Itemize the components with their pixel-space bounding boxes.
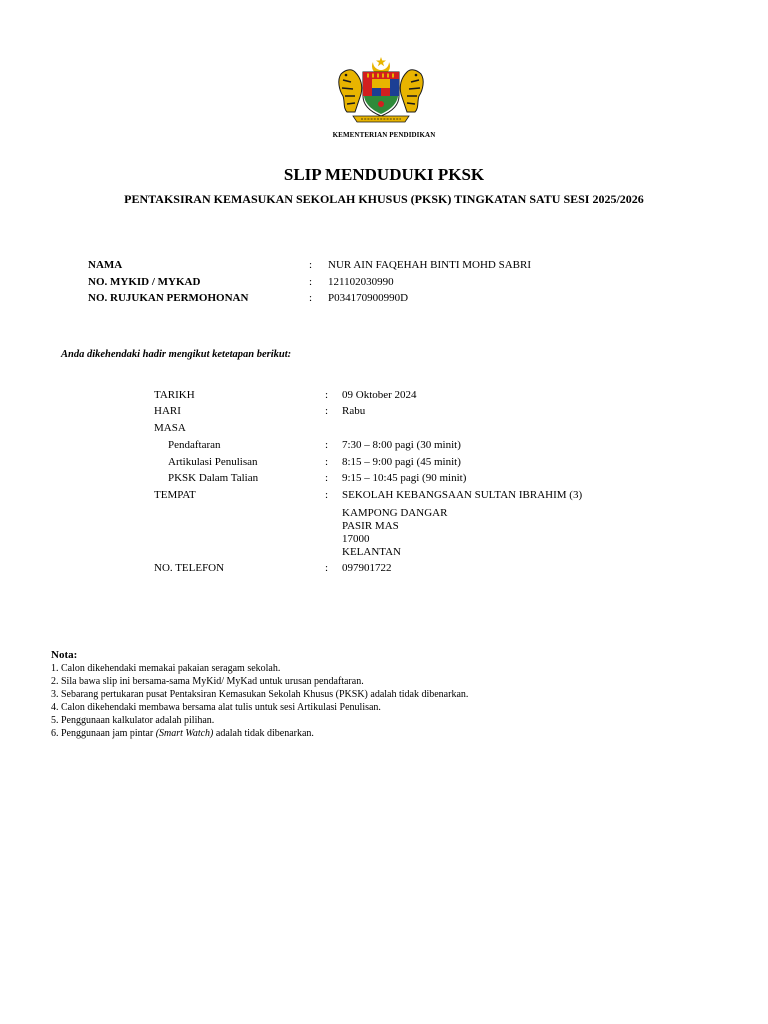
notes-section bbox=[51, 649, 468, 740]
address-line: KAMPONG DANGAR bbox=[342, 507, 448, 519]
note-item bbox=[51, 727, 468, 740]
page-subtitle: PENTAKSIRAN KEMASUKAN SEKOLAH KHUSUS (PKSK) TINGKATAN SATU SESI 2025/2026 bbox=[124, 192, 644, 206]
separator: : bbox=[309, 276, 313, 288]
malaysia-coat-of-arms-icon bbox=[333, 56, 429, 128]
detail-label: Pendaftaran bbox=[168, 439, 221, 451]
detail-value: SEKOLAH KEBANGSAAN SULTAN IBRAHIM (3) bbox=[342, 489, 583, 501]
separator: : bbox=[309, 292, 313, 304]
detail-value: 8:15 – 9:00 pagi (45 minit) bbox=[342, 456, 461, 468]
candidate-row-mykid bbox=[0, 276, 768, 292]
detail-label: Artikulasi Penulisan bbox=[168, 456, 258, 468]
separator: : bbox=[325, 472, 329, 484]
instruction-text: Anda dikehendaki hadir mengikut ketetapan berikut: bbox=[61, 349, 292, 360]
detail-value: 09 Oktober 2024 bbox=[342, 389, 417, 401]
separator: : bbox=[325, 456, 329, 468]
note-item: 1. Calon dikehendaki memakai pakaian seragam sekolah. bbox=[51, 663, 281, 674]
separator: : bbox=[325, 389, 329, 401]
address-line: 17000 bbox=[342, 533, 370, 545]
note-italic-text: (Smart Watch) bbox=[155, 728, 214, 739]
detail-label: TARIKH bbox=[154, 389, 195, 401]
address-line: KELANTAN bbox=[342, 546, 401, 558]
venue-address bbox=[342, 507, 447, 559]
candidate-row-nama bbox=[0, 259, 768, 275]
candidate-value: NUR AIN FAQEHAH BINTI MOHD SABRI bbox=[328, 259, 531, 271]
separator: : bbox=[325, 439, 329, 451]
detail-value: 9:15 – 10:45 pagi (90 minit) bbox=[342, 472, 467, 484]
detail-label: HARI bbox=[154, 405, 181, 417]
separator: : bbox=[325, 405, 329, 417]
detail-value: 7:30 – 8:00 pagi (30 minit) bbox=[342, 439, 461, 451]
candidate-label: NO. RUJUKAN PERMOHONAN bbox=[88, 292, 249, 304]
note-item: 2. Sila bawa slip ini bersama-sama MyKid/ MyKad untuk urusan pendaftaran. bbox=[51, 676, 364, 687]
notes-heading: Nota: bbox=[51, 649, 78, 661]
page-title: SLIP MENDUDUKI PKSK bbox=[283, 165, 485, 184]
detail-label: MASA bbox=[154, 422, 186, 434]
ministry-name: KEMENTERIAN PENDIDIKAN bbox=[332, 131, 436, 139]
candidate-row-rujukan bbox=[0, 292, 768, 308]
separator: : bbox=[309, 259, 313, 271]
detail-label: NO. TELEFON bbox=[154, 562, 225, 574]
candidate-value: P034170900990D bbox=[328, 292, 409, 304]
detail-value: 097901722 bbox=[342, 562, 392, 574]
address-line: PASIR MAS bbox=[342, 520, 399, 532]
note-text: 6. Penggunaan jam pintar bbox=[51, 728, 156, 739]
candidate-label: NAMA bbox=[88, 259, 123, 271]
detail-label: TEMPAT bbox=[154, 489, 196, 501]
separator: : bbox=[325, 489, 329, 501]
candidate-label: NO. MYKID / MYKAD bbox=[88, 276, 201, 288]
note-item: 4. Calon dikehendaki membawa bersama alat tulis untuk sesi Artikulasi Penulisan. bbox=[51, 702, 381, 713]
separator: : bbox=[325, 562, 329, 574]
note-item: 5. Penggunaan kalkulator adalah pilihan. bbox=[51, 715, 215, 726]
note-text: adalah tidak dibenarkan. bbox=[213, 728, 314, 739]
note-item: 3. Sebarang pertukaran pusat Pentaksiran Kemasukan Sekolah Khusus (PKSK) adalah tidak dibenarkan. bbox=[51, 689, 469, 700]
candidate-value: 121102030990 bbox=[328, 276, 394, 288]
detail-value: Rabu bbox=[342, 405, 366, 417]
detail-label: PKSK Dalam Talian bbox=[168, 472, 259, 484]
